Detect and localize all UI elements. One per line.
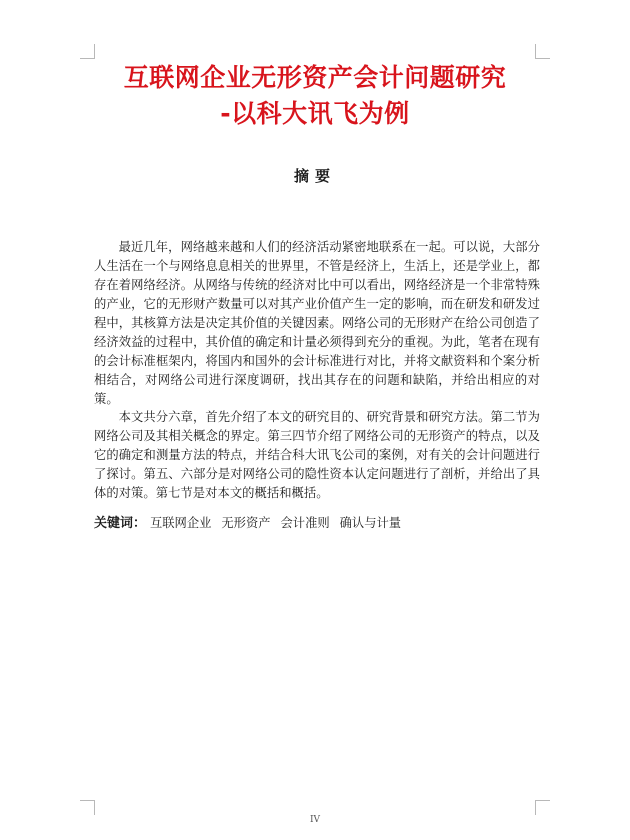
keywords-line <box>94 514 540 533</box>
page-number: IV <box>309 815 321 825</box>
crop-mark-bottom-right <box>535 800 550 815</box>
crop-mark-bottom-left <box>80 800 95 815</box>
abstract-paragraph-2: 本文共分六章，首先介绍了本文的研究目的、研究背景和研究方法。第二节为网络公司及其相关概念的界定。第三四节介绍了网络公司的无形资产的特点，以及它的确定和测量方法的特点，并结合科大讯飞公司的案例，对有关的会计问题进行了探讨。第五、六部分是对网络公司的隐性资本认定问题进行了剖析，并给出了具体的对策。第七节是对本文的概括和概括。 <box>94 410 540 500</box>
crop-mark-top-left <box>80 44 95 59</box>
keywords-label: 关键词： <box>94 516 147 531</box>
keyword-item: 会计准则 <box>280 516 330 530</box>
keyword-item: 确认与计量 <box>339 516 402 530</box>
abstract-heading: 摘要 <box>293 167 336 185</box>
crop-mark-top-right <box>535 44 550 59</box>
keyword-item: 互联网企业 <box>149 516 212 530</box>
document-subtitle: -以科大讯飞为例 <box>220 99 410 128</box>
abstract-paragraph-1: 最近几年，网络越来越和人们的经济活动紧密地联系在一起。可以说，大部分人生活在一个与网络息息相关的世界里，不管是经济上，生活上，还是学业上，都存在着网络经济。从网络与传统的经济对比中可以看出，网络经济是一个非常特殊的产业，它的无形财产数量可以对其产业价值产生一定的影响，而在研发和研发过程中，其核算方法是决定其价值的关键因素。网络公司的无形财产在给公司创造了经济效益的过程中，其价值的确定和计量必须得到充分的重视。为此，笔者在现有的会计标准框架内，将国内和国外的会计标准进行对比，并将文献资料和个案分析相结合，对网络公司进行深度调研，找出其存在的问题和缺陷，并给出相应的对策。 <box>94 240 540 406</box>
keyword-item: 无形资产 <box>221 516 271 530</box>
document-title: 互联网企业无形资产会计问题研究 <box>123 63 507 92</box>
